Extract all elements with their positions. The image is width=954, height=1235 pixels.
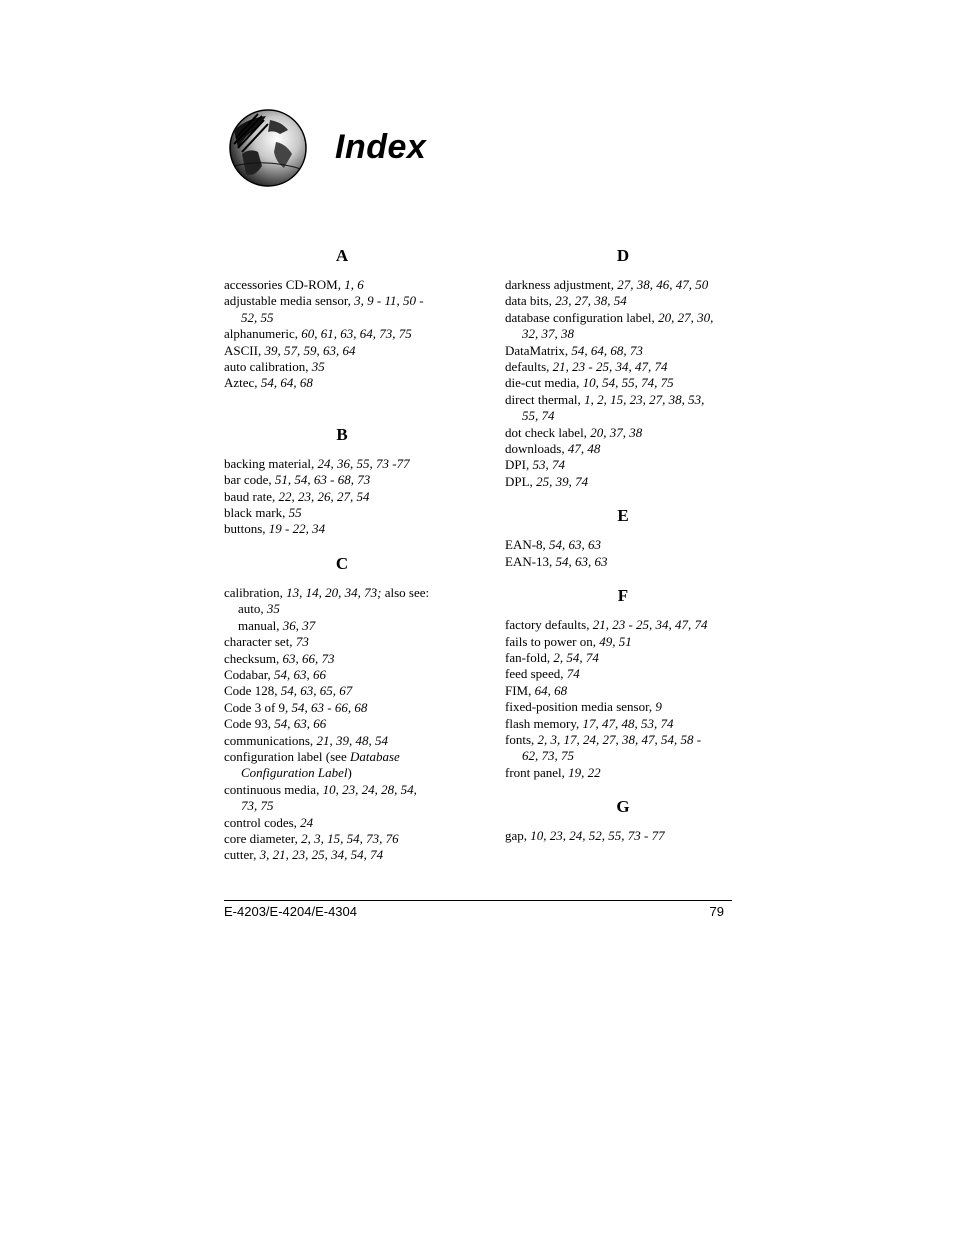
index-term: alphanumeric,: [224, 326, 302, 342]
index-page-refs: 2, 3, 15, 54, 73, 76: [301, 830, 399, 846]
index-page-refs: 2, 3, 17, 24, 27, 38, 47, 54, 58 -: [537, 731, 702, 747]
index-term: accessories CD-ROM,: [224, 277, 345, 292]
index-column-left: [224, 246, 460, 864]
index-page-refs: 63, 66, 73: [282, 650, 335, 666]
index-term: flash memory,: [505, 715, 583, 731]
index-page-refs: 62, 73, 75: [522, 748, 574, 764]
index-term: Codabar,: [224, 666, 275, 682]
index-page-refs: 64, 68: [534, 682, 568, 698]
index-entry: [505, 828, 741, 844]
index-page-refs: 74: [566, 666, 580, 682]
index-page-refs: 1, 2, 15, 23, 27, 38, 53,: [584, 391, 705, 407]
index-page-refs: 22, 23, 26, 27, 54: [278, 488, 370, 504]
page-title: Index: [335, 128, 427, 166]
index-entry: [505, 392, 741, 408]
index-page-refs: 35: [311, 359, 325, 375]
index-term: downloads,: [505, 441, 568, 457]
index-page-refs: 20, 27, 30,: [658, 309, 714, 325]
index-term: black mark,: [224, 505, 289, 521]
index-page-refs: 52, 55: [241, 309, 274, 325]
index-entry: [505, 375, 741, 391]
index-page-refs: 54, 64, 68: [260, 375, 313, 391]
index-entry: [505, 699, 741, 715]
index-term: cutter,: [224, 847, 260, 863]
index-entry: [224, 700, 460, 716]
index-page-refs: 53, 74: [532, 457, 565, 473]
index-entry: [224, 667, 460, 683]
index-term: fan-fold,: [505, 649, 554, 665]
index-term: Code 128,: [224, 683, 281, 699]
index-entry: [224, 472, 460, 488]
index-term: database configuration label,: [505, 309, 659, 325]
index-term: buttons,: [224, 521, 269, 537]
index-page-refs: 51, 54, 63 - 68, 73: [274, 472, 371, 488]
footer-divider: [224, 900, 732, 901]
index-page-refs: 24, 36, 55, 73 -77: [317, 455, 410, 471]
index-page-refs: 1, 6: [344, 277, 364, 292]
index-entry: [224, 277, 460, 293]
section-letter: D: [616, 246, 630, 265]
index-term: calibration,: [224, 584, 287, 600]
index-page-refs: 10, 23, 24, 28, 54,: [322, 781, 417, 797]
index-term: fails to power on,: [505, 633, 600, 649]
index-page-refs: 55, 74: [522, 408, 555, 424]
index-entry: [224, 847, 460, 863]
index-page-refs: 24: [300, 814, 314, 830]
index-entry: [505, 441, 741, 457]
index-term: Code 93,: [224, 716, 275, 732]
index-term: fixed-position media sensor,: [505, 699, 656, 715]
index-term: Aztec,: [224, 375, 261, 391]
index-page-refs: Configuration Label: [241, 765, 348, 781]
index-term: backing material,: [224, 455, 318, 471]
index-page-refs: 27, 38, 46, 47, 50: [617, 277, 709, 292]
index-page-refs: 3, 9 - 11, 50 -: [354, 293, 424, 309]
index-entry: [224, 733, 460, 749]
index-entry: [224, 815, 460, 831]
index-entry: [505, 474, 741, 490]
section-letter: C: [335, 553, 349, 573]
index-entry: [505, 554, 741, 570]
index-term: character set,: [224, 634, 296, 650]
index-entry: [505, 326, 741, 342]
index-page-refs: 54, 63 - 66, 68: [291, 699, 368, 715]
index-entry: [505, 343, 741, 359]
index-entry: [505, 732, 741, 748]
index-entry: [224, 765, 460, 781]
index-term: factory defaults,: [505, 617, 593, 633]
index-entry: [224, 601, 460, 617]
index-term: die-cut media,: [505, 375, 583, 391]
index-entry: [505, 716, 741, 732]
index-page-refs: 21, 23 - 25, 34, 47, 74: [552, 359, 668, 375]
index-term: control codes,: [224, 814, 301, 830]
index-page-refs: 54, 63, 66: [274, 666, 327, 682]
index-entry: [224, 293, 460, 309]
index-term: EAN-13,: [505, 553, 556, 569]
index-page-refs: 21, 39, 48, 54: [316, 732, 388, 748]
index-page-refs: Database: [349, 748, 400, 764]
index-term: darkness adjustment,: [505, 277, 618, 292]
index-section-c: [224, 554, 460, 864]
section-letter: E: [617, 506, 629, 526]
index-term: auto,: [238, 601, 267, 617]
index-entry: [224, 456, 460, 472]
index-page-refs: 19, 22: [568, 764, 601, 780]
index-section-f: [505, 586, 741, 781]
index-entry: [224, 618, 460, 634]
globe-logo-icon: [228, 108, 308, 188]
index-entry: [505, 425, 741, 441]
index-term: fonts,: [505, 731, 538, 747]
footer-model-numbers: E-4203/E-4204/E-4304: [224, 904, 357, 919]
index-page-refs: 73, 75: [241, 798, 274, 814]
index-entry: [505, 457, 741, 473]
index-page-refs: 54, 64, 68, 73: [571, 342, 643, 358]
index-entry: [224, 505, 460, 521]
index-entry: [505, 408, 741, 424]
index-entry: [224, 831, 460, 847]
index-entry: [224, 651, 460, 667]
index-page-refs: 49, 51: [599, 633, 632, 649]
index-term: DataMatrix,: [505, 342, 572, 358]
index-entry: [505, 617, 741, 633]
index-page-refs: 54, 63, 63: [555, 553, 608, 569]
index-page-refs: 3, 21, 23, 25, 34, 54, 74: [259, 847, 384, 863]
index-page-refs: 32, 37, 38: [522, 326, 574, 342]
index-page-refs: 19 - 22, 34: [268, 521, 326, 537]
index-entry: [224, 782, 460, 798]
index-page-refs: 54, 63, 63: [549, 537, 602, 553]
index-entry: [224, 310, 460, 326]
index-page-refs: 35: [266, 601, 280, 617]
index-term: DPL,: [505, 473, 537, 489]
index-term: auto calibration,: [224, 359, 312, 375]
index-entry: [224, 375, 460, 391]
index-section-a: [224, 246, 460, 392]
index-entry: [505, 765, 741, 781]
index-entry: [505, 683, 741, 699]
index-term-tail: ): [347, 765, 352, 781]
index-page-refs: 39, 57, 59, 63, 64: [264, 342, 356, 358]
index-page-refs: 9: [655, 699, 662, 715]
index-entry: [224, 798, 460, 814]
index-entry: [224, 634, 460, 650]
index-entry: [505, 359, 741, 375]
index-page-refs: 21, 23 - 25, 34, 47, 74: [592, 617, 708, 633]
index-term: manual,: [238, 617, 283, 633]
index-entry: [224, 585, 460, 601]
index-entry: [505, 650, 741, 666]
index-term: defaults,: [505, 359, 553, 375]
index-term: baud rate,: [224, 488, 279, 504]
page-number: 79: [709, 904, 724, 919]
index-entry: [224, 489, 460, 505]
index-section-e: [505, 506, 741, 570]
index-page-refs: 20, 37, 38: [590, 424, 643, 440]
index-term: DPI,: [505, 457, 533, 473]
index-entry: [505, 634, 741, 650]
section-letter: F: [617, 586, 629, 606]
index-page-refs: 60, 61, 63, 64, 73, 75: [301, 326, 412, 342]
index-entry: [224, 716, 460, 732]
index-term: feed speed,: [505, 666, 567, 682]
index-page-refs: 47, 48: [567, 441, 601, 457]
index-term: data bits,: [505, 293, 556, 309]
index-entry: [224, 359, 460, 375]
index-entry: [224, 343, 460, 359]
index-entry: [224, 683, 460, 699]
index-term: FIM,: [505, 682, 535, 698]
index-page-refs: 54, 63, 65, 67: [280, 683, 353, 699]
index-page-refs: 54, 63, 66: [274, 716, 327, 732]
index-column-right: [505, 246, 741, 845]
index-entry: [505, 537, 741, 553]
index-term: core diameter,: [224, 830, 302, 846]
index-page-refs: 2, 54, 74: [553, 649, 599, 665]
index-section-b: [224, 425, 460, 538]
index-page-refs: 73: [295, 634, 309, 650]
index-term: adjustable media sensor,: [224, 293, 355, 309]
index-page-refs: 13, 14, 20, 34, 73;: [286, 584, 382, 600]
index-page-refs: 25, 39, 74: [536, 473, 589, 489]
index-section-d: [505, 246, 741, 490]
section-letter: G: [616, 797, 630, 817]
index-term: checksum,: [224, 650, 283, 666]
index-term: direct thermal,: [505, 391, 585, 407]
index-page-refs: 36, 37: [282, 617, 316, 633]
index-page-refs: 17, 47, 48, 53, 74: [582, 715, 674, 731]
index-page-refs: 23, 27, 38, 54: [555, 293, 627, 309]
index-term: continuous media,: [224, 781, 323, 797]
index-term: bar code,: [224, 472, 275, 488]
index-term: Code 3 of 9,: [224, 699, 292, 715]
index-entry: [505, 293, 741, 309]
index-section-g: [505, 797, 741, 844]
index-page-refs: 10, 23, 24, 52, 55, 73 - 77: [530, 828, 665, 844]
index-entry: [505, 748, 741, 764]
index-entry: [505, 666, 741, 682]
index-term-tail: also see:: [381, 584, 430, 600]
index-term: communications,: [224, 732, 317, 748]
section-letter: A: [335, 246, 349, 265]
index-term: ASCII,: [224, 342, 265, 358]
index-page-refs: 55: [288, 505, 302, 521]
section-letter: B: [336, 424, 348, 444]
index-entry: [224, 521, 460, 537]
index-page-refs: 10, 54, 55, 74, 75: [582, 375, 674, 391]
index-term: EAN-8,: [505, 537, 550, 553]
index-entry: [224, 326, 460, 342]
index-entry: [505, 277, 741, 293]
index-term: dot check label,: [505, 424, 591, 440]
index-term: gap,: [505, 828, 531, 844]
index-term: configuration label (see: [224, 748, 350, 764]
index-term: front panel,: [505, 764, 569, 780]
index-entry: [224, 749, 460, 765]
index-entry: [505, 310, 741, 326]
